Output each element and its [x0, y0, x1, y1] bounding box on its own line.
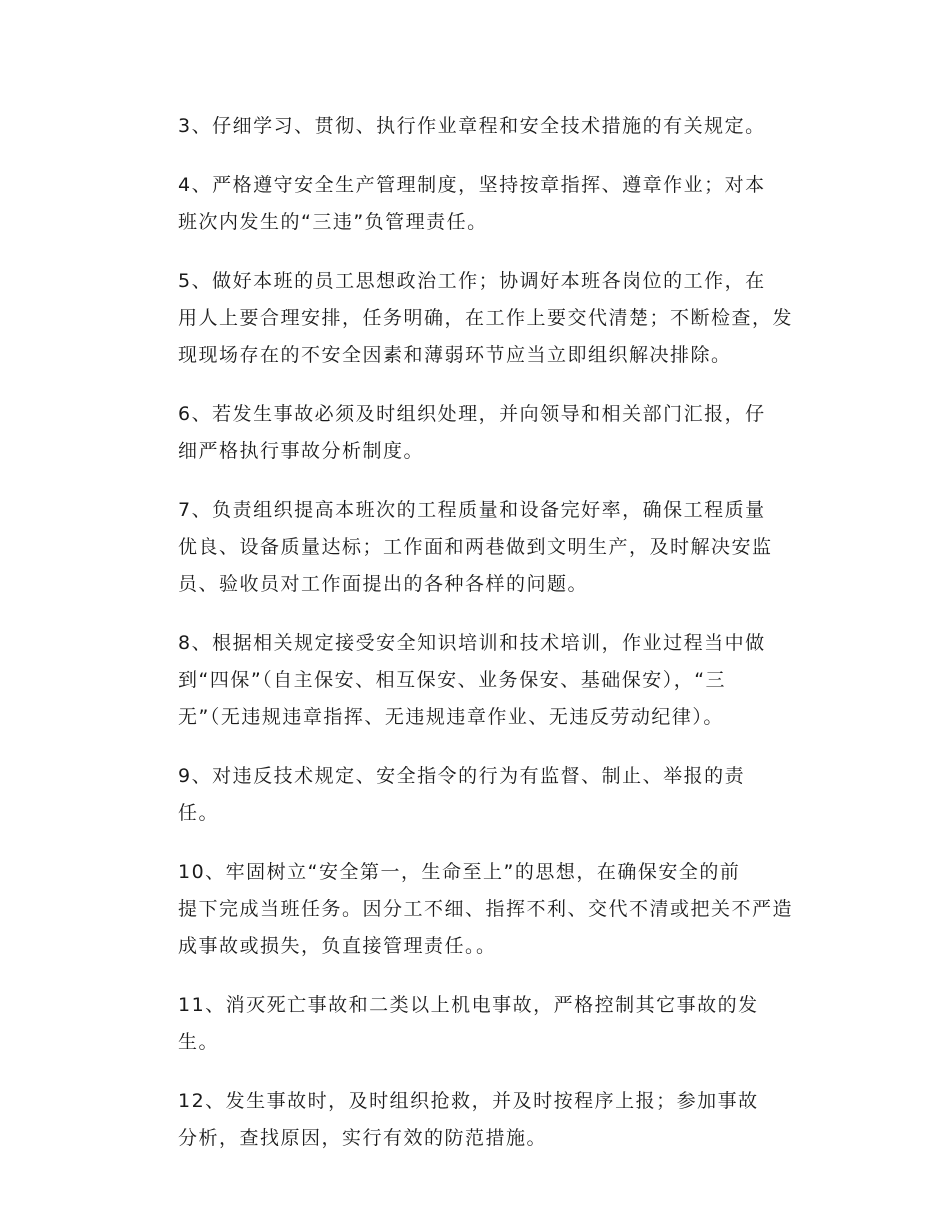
paragraph-line: 12、发生事故时，及时组织抢救，并及时按程序上报；参加事故	[178, 1090, 759, 1112]
paragraph	[140, 625, 808, 736]
paragraph	[140, 1083, 808, 1157]
paragraph-line: 到“四保”（自主保安、相互保安、业务保安、基础保安），“三	[178, 669, 727, 691]
paragraph-line: 细严格执行事故分析制度。	[178, 440, 425, 462]
paragraph-line: 用人上要合理安排，任务明确，在工作上要交代清楚；不断检查，发	[178, 307, 794, 329]
paragraph-line: 3、仔细学习、贯彻、执行作业章程和安全技术措施的有关规定。	[178, 115, 766, 137]
paragraph	[140, 108, 808, 145]
paragraph-line: 8、根据相关规定接受安全知识培训和技术培训，作业过程当中做	[178, 632, 766, 654]
paragraph-line: 优良、设备质量达标；工作面和两巷做到文明生产，及时解决安监	[178, 536, 773, 558]
paragraph-line: 班次内发生的“三违”负管理责任。	[178, 211, 488, 233]
paragraph	[140, 758, 808, 832]
paragraph	[140, 854, 808, 965]
paragraph-line: 无”（无违规违章指挥、无违规违章作业、无违反劳动纪律）。	[178, 706, 724, 728]
paragraph	[140, 396, 808, 470]
paragraph-line: 11、消灭死亡事故和二类以上机电事故，严格控制其它事故的发	[178, 994, 759, 1016]
paragraph	[140, 167, 808, 241]
paragraph-line: 6、若发生事故必须及时组织处理，并向领导和相关部门汇报，仔	[178, 403, 766, 425]
paragraph-line: 4、严格遵守安全生产管理制度，坚持按章指挥、遵章作业；对本	[178, 174, 766, 196]
paragraph	[140, 263, 808, 374]
document-body	[140, 108, 808, 1179]
paragraph-line: 7、负责组织提高本班次的工程质量和设备完好率，确保工程质量	[178, 499, 766, 521]
paragraph-line: 9、对违反技术规定、安全指令的行为有监督、制止、举报的责	[178, 765, 746, 787]
paragraph-line: 任。	[178, 802, 220, 824]
paragraph-line: 生。	[178, 1031, 220, 1053]
paragraph	[140, 492, 808, 603]
paragraph-line: 现现场存在的不安全因素和薄弱环节应当立即组织解决排除。	[178, 344, 732, 366]
paragraph-line: 10、牢固树立“安全第一，生命至上”的思想，在确保安全的前	[178, 861, 741, 883]
paragraph-line: 分析，查找原因，实行有效的防范措施。	[178, 1127, 548, 1149]
paragraph-line: 5、做好本班的员工思想政治工作；协调好本班各岗位的工作，在	[178, 270, 766, 292]
paragraph-line: 提下完成当班任务。因分工不细、指挥不利、交代不清或把关不严造	[178, 898, 794, 920]
paragraph-line: 成事故或损失，负直接管理责任。。	[178, 935, 497, 957]
paragraph-line: 员、验收员对工作面提出的各种各样的问题。	[178, 573, 589, 595]
paragraph	[140, 987, 808, 1061]
